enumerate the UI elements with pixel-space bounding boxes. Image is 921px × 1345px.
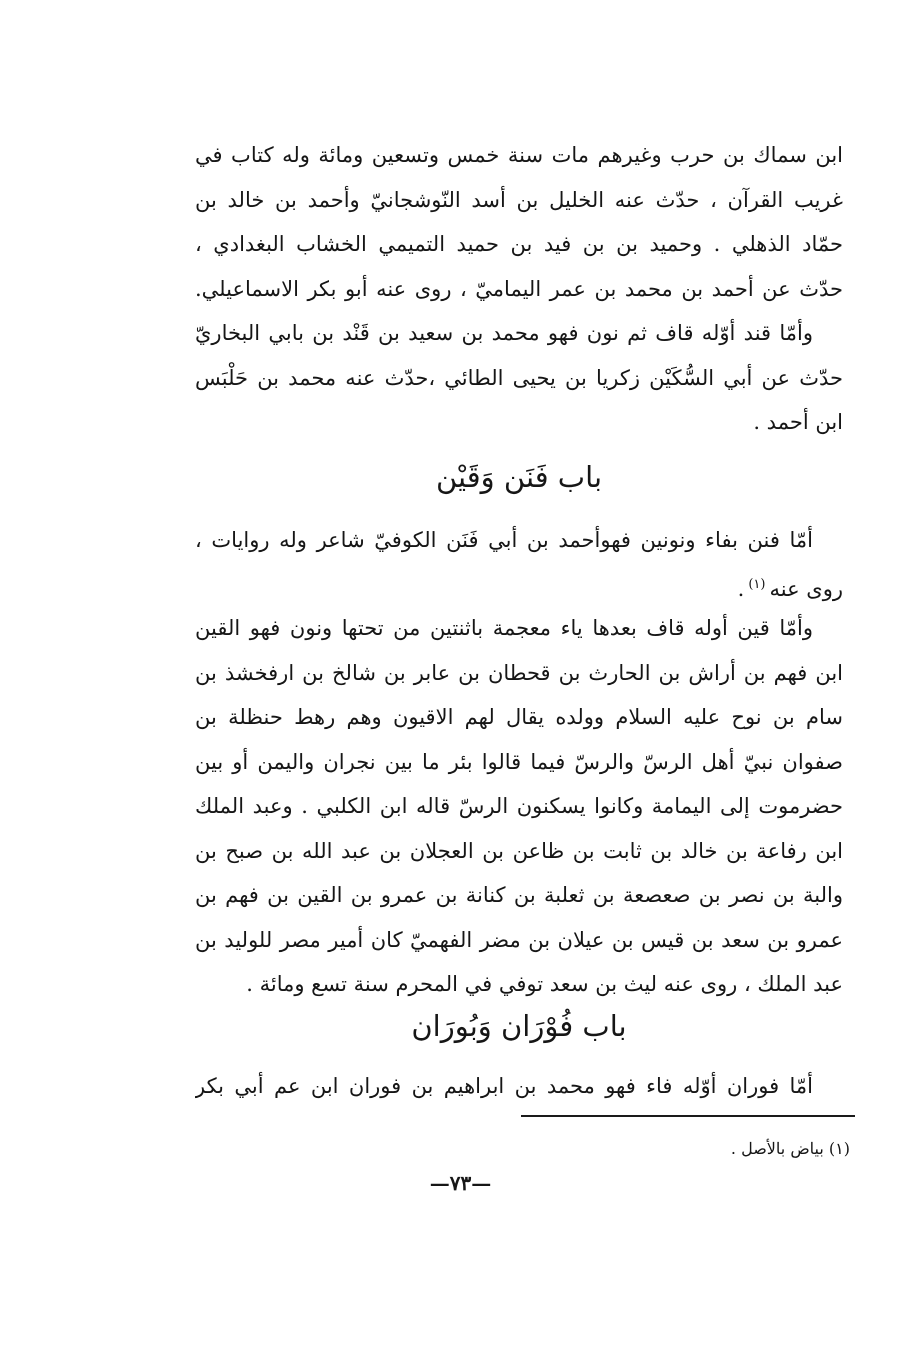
text-line: وأمّا قند أوّله قاف ثم نون فهو محمد بن سعيد بن قَنْد بن بابي البخاريّ [195,321,813,345]
paragraph-fawran [195,1064,843,1109]
text-line: ابن سماك بن حرب وغيرهم مات سنة خمس وتسعين ومائة وله كتاب في [195,143,843,167]
footnote: (١) بياض بالأصل . [730,1139,850,1158]
text-line: صفوان نبيّ أهل الرسّ والرسّ فيما قالوا بئر ما بين نجران واليمن أو بين [195,749,843,774]
text-line: وأمّا قين أوله قاف بعدها ياء معجمة باثنتين من تحتها ونون فهو القين [195,616,813,640]
text-line: حضرموت إلى اليمامة وكانوا يسكنون الرسّ قاله ابن الكلبي . وعبد الملك [195,794,843,818]
paragraph-fanan [195,518,843,607]
text-line [195,563,843,608]
text-fragment: روى عنه [769,576,843,601]
paragraph-ibn-simak [195,133,843,445]
text-line: ابن رفاعة بن خالد بن ثابت بن ظاعن بن العجلان بن عبد الله بن صبح بن [195,838,843,863]
text-line: ابن فهم بن أراش بن الحارث بن قحطان بن عابر بن شالخ بن ارفخشذ بن [195,660,843,685]
text-line: حدّث عن أحمد بن محمد بن عمر اليماميّ ، روى عنه أبو بكر الاسماعيلي. [195,276,843,301]
text-line: عمرو بن سعد بن قيس بن عيلان بن مضر الفهميّ كان أمير مصر للوليد بن [195,927,843,952]
footnote-marker: (١) [748,576,766,592]
text-line: حدّث عن أبي السُّكَيْن زكريا بن يحيى الطائي ،حدّث عنه محمد بن حَلْبَس [195,365,843,390]
section-heading-fanan-qayn: باب فَنَن وَقَيْن [435,460,603,494]
text-fragment: . [737,576,745,601]
paragraph-qayn [195,606,843,1007]
text-line: حمّاد الذهلي . وحميد بن بن فيد بن حميد التميمي الخشاب البغدادي ، [195,232,843,256]
text-line: غريب القرآن ، حدّث عنه الخليل بن أسد النّوشجانيّ وأحمد بن خالد بن [195,187,843,212]
text-line: ابن أحمد . [753,410,843,434]
text-line: عبد الملك ، روى عنه ليث بن سعد توفي في المحرم سنة تسع ومائة . [246,972,843,996]
text-line: سام بن نوح عليه السلام وولده يقال لهم الاقيون وهم رهط حنظلة بن [195,705,843,729]
text-line: أمّا فنن بفاء ونونين فهوأحمد بن أبي فَنَن الكوفيّ شاعر وله روايات ، [195,528,813,552]
text-line: أمّا فوران أوّله فاء فهو محمد بن ابراهيم بن فوران ابن عم أبي بكر [195,1074,813,1098]
page-number: —٧٣— [429,1171,492,1195]
text-line: والبة بن نصر بن صعصعة بن ثعلبة بن كنانة بن عمرو بن القين بن فهم بن [195,883,843,907]
section-heading-fawran-bawran: باب فُوْرَان وَبُورَان [411,1009,627,1043]
footnote-divider [521,1115,855,1117]
